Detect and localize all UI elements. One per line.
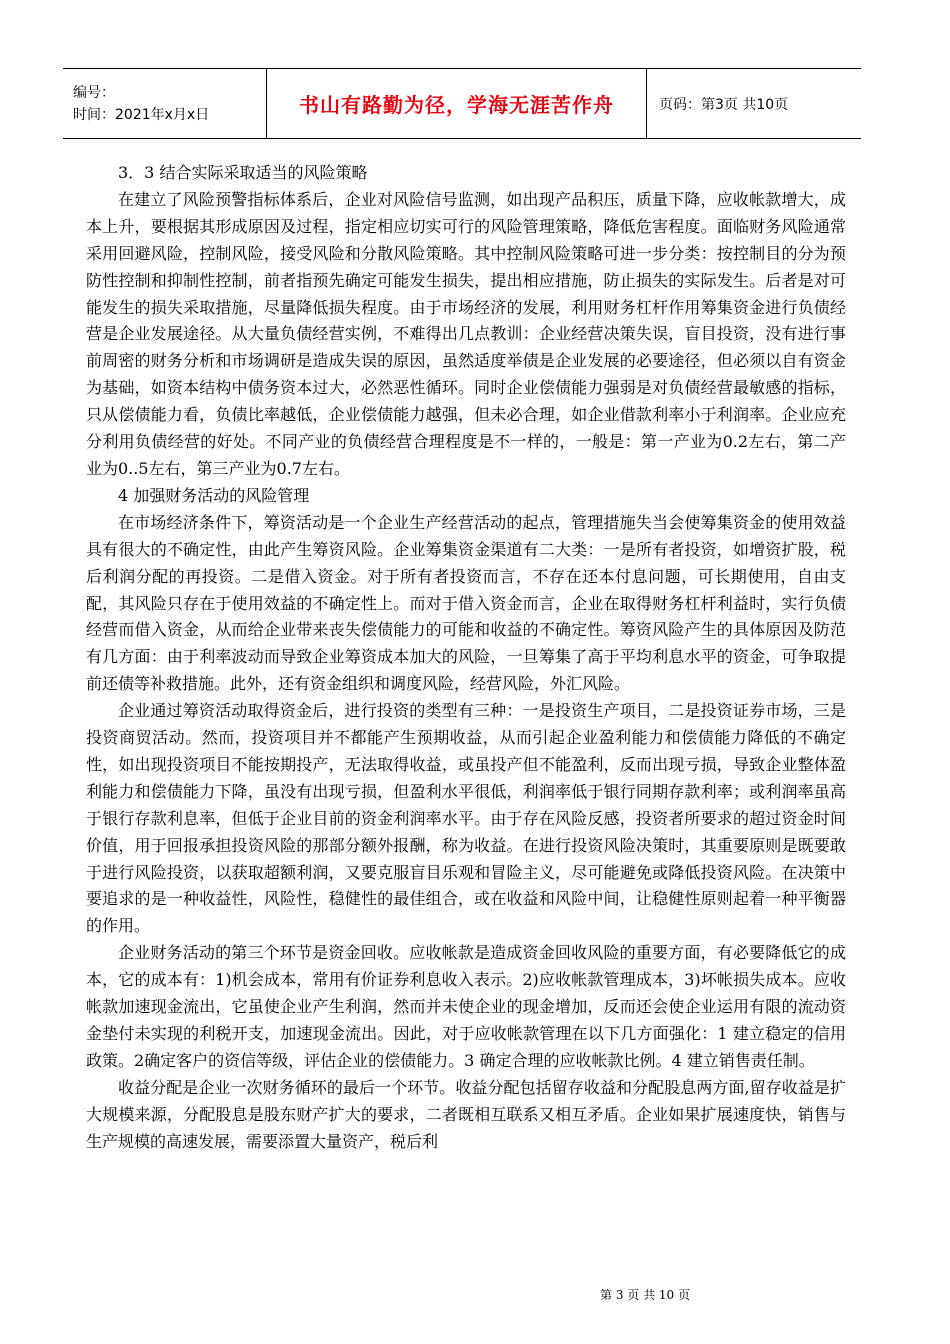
header-meta bbox=[63, 69, 267, 138]
header-page-number: 页码：第3页 共10页 bbox=[659, 96, 789, 113]
header-motto-cell bbox=[267, 69, 647, 138]
header-page-cell bbox=[647, 69, 861, 138]
document-body bbox=[86, 160, 846, 1156]
footer-page-number: 第 3 页 共 10 页 bbox=[600, 1288, 690, 1302]
header-motto: 书山有路勤为径，学海无涯苦作舟 bbox=[299, 93, 614, 117]
body-paragraph: 在建立了风险预警指标体系后，企业对风险信号监测，如出现产品积压，质量下降，应收帐款增大，成本上升，要根据其形成原因及过程，指定相应切实可行的风险管理策略，降低危害程度。面临财务风险通常采用回避风险，控制风险，接受风险和分散风险策略。其中控制风险策略可进一步分类：按控制目的分为预防性控制和抑制性控制，前者指预先确定可能发生损失，提出相应措施，防止损失的实际发生。后者是对可能发生的损失采取措施，尽量降低损失程度。由于市场经济的发展，利用财务杠杆作用筹集资金进行负债经营是企业发展途径。从大量负债经营实例，不难得出几点教训：企业经营决策失误，盲目投资，没有进行事前周密的财务分析和市场调研是造成失误的原因，虽然适度举债是企业发展的必要途径，但必须以自有资金为基础，如资本结构中债务资本过大，必然恶性循环。同时企业偿债能力强弱是对负债经营最敏感的指标，只从偿债能力看，负债比率越低，企业偿债能力越强，但未必合理，如企业借款利率小于利润率。企业应充分利用负债经营的好处。不同产业的负债经营合理程度是不一样的，一般是：第一产业为0.2左右，第二产业为0..5左右，第三产业为0.7左右。 bbox=[86, 189, 846, 478]
section-heading: 3．3 结合实际采取适当的风险策略 bbox=[118, 163, 368, 182]
body-paragraph: 企业财务活动的第三个环节是资金回收。应收帐款是造成资金回收风险的重要方面，有必要降低它的成本，它的成本有：1)机会成本，常用有价证券利息收入表示。2)应收帐款管理成本，3)坏帐损失成本。应收帐款加速现金流出，它虽使企业产生利润，然而并未使企业的现金增加，反而还会使企业运用有限的流动资金垫付未实现的利税开支，加速现金流出。因此，对于应收帐款管理在以下几方面强化：1 建立稳定的信用政策。2确定客户的资信等级，评估企业的偿债能力。3 确定合理的应收帐款比例。4 建立销售责任制。 bbox=[86, 943, 846, 1070]
document-number-label: 编号： bbox=[73, 84, 115, 101]
body-paragraph: 在市场经济条件下，筹资活动是一个企业生产经营活动的起点，管理措施失当会使筹集资金的使用效益具有很大的不确定性，由此产生筹资风险。企业筹集资金渠道有二大类：一是所有者投资，如增资扩股，税后利润分配的再投资。二是借入资金。对于所有者投资而言，不存在还本付息问题，可长期使用，自由支配，其风险只存在于使用效益的不确定性上。而对于借入资金而言，企业在取得财务杠杆利益时，实行负债经营而借入资金，从而给企业带来丧失偿债能力的可能和收益的不确定性。筹资风险产生的具体原因及防范有几方面：由于利率波动而导致企业筹资成本加大的风险，一旦筹集了高于平均利息水平的资金，可争取提前还债等补救措施。此外，还有资金组织和调度风险，经营风险，外汇风险。 bbox=[86, 512, 846, 694]
document-time: 时间：2021年x月x日 bbox=[73, 106, 210, 123]
page-header bbox=[63, 68, 861, 139]
body-paragraph: 企业通过筹资活动取得资金后，进行投资的类型有三种：一是投资生产项目，二是投资证券市场，三是投资商贸活动。然而，投资项目并不都能产生预期收益，从而引起企业盈利能力和偿债能力降低的不确定性，如出现投资项目不能按期投产，无法取得收益，或虽投产但不能盈利，反而出现亏损，导致企业整体盈利能力和偿债能力下降，虽没有出现亏损，但盈利水平很低，利润率低于银行同期存款利率；或利润率虽高于银行存款利息率，但低于企业目前的资金利润率水平。由于存在风险反感，投资者所要求的超过资金时间价值，用于回报承担投资风险的那部分额外报酬，称为收益。在进行投资风险决策时，其重要原则是既要敢于进行风险投资，以获取超额利润，又要克服盲目乐观和冒险主义，尽可能避免或降低投资风险。在决策中要追求的是一种收益性，风险性，稳健性的最佳组合，或在收益和风险中间，让稳健性原则起着一种平衡器的作用。 bbox=[86, 701, 846, 936]
section-heading: 4 加强财务活动的风险管理 bbox=[118, 485, 310, 505]
page-footer bbox=[0, 1286, 950, 1303]
body-paragraph: 收益分配是企业一次财务循环的最后一个环节。收益分配包括留存收益和分配股息两方面,留存收益是扩大规模来源，分配股息是股东财产扩大的要求，二者既相互联系又相互矛盾。企业如果扩展速度快，销售与生产规模的高速发展，需要添置大量资产，税后利 bbox=[86, 1077, 846, 1151]
